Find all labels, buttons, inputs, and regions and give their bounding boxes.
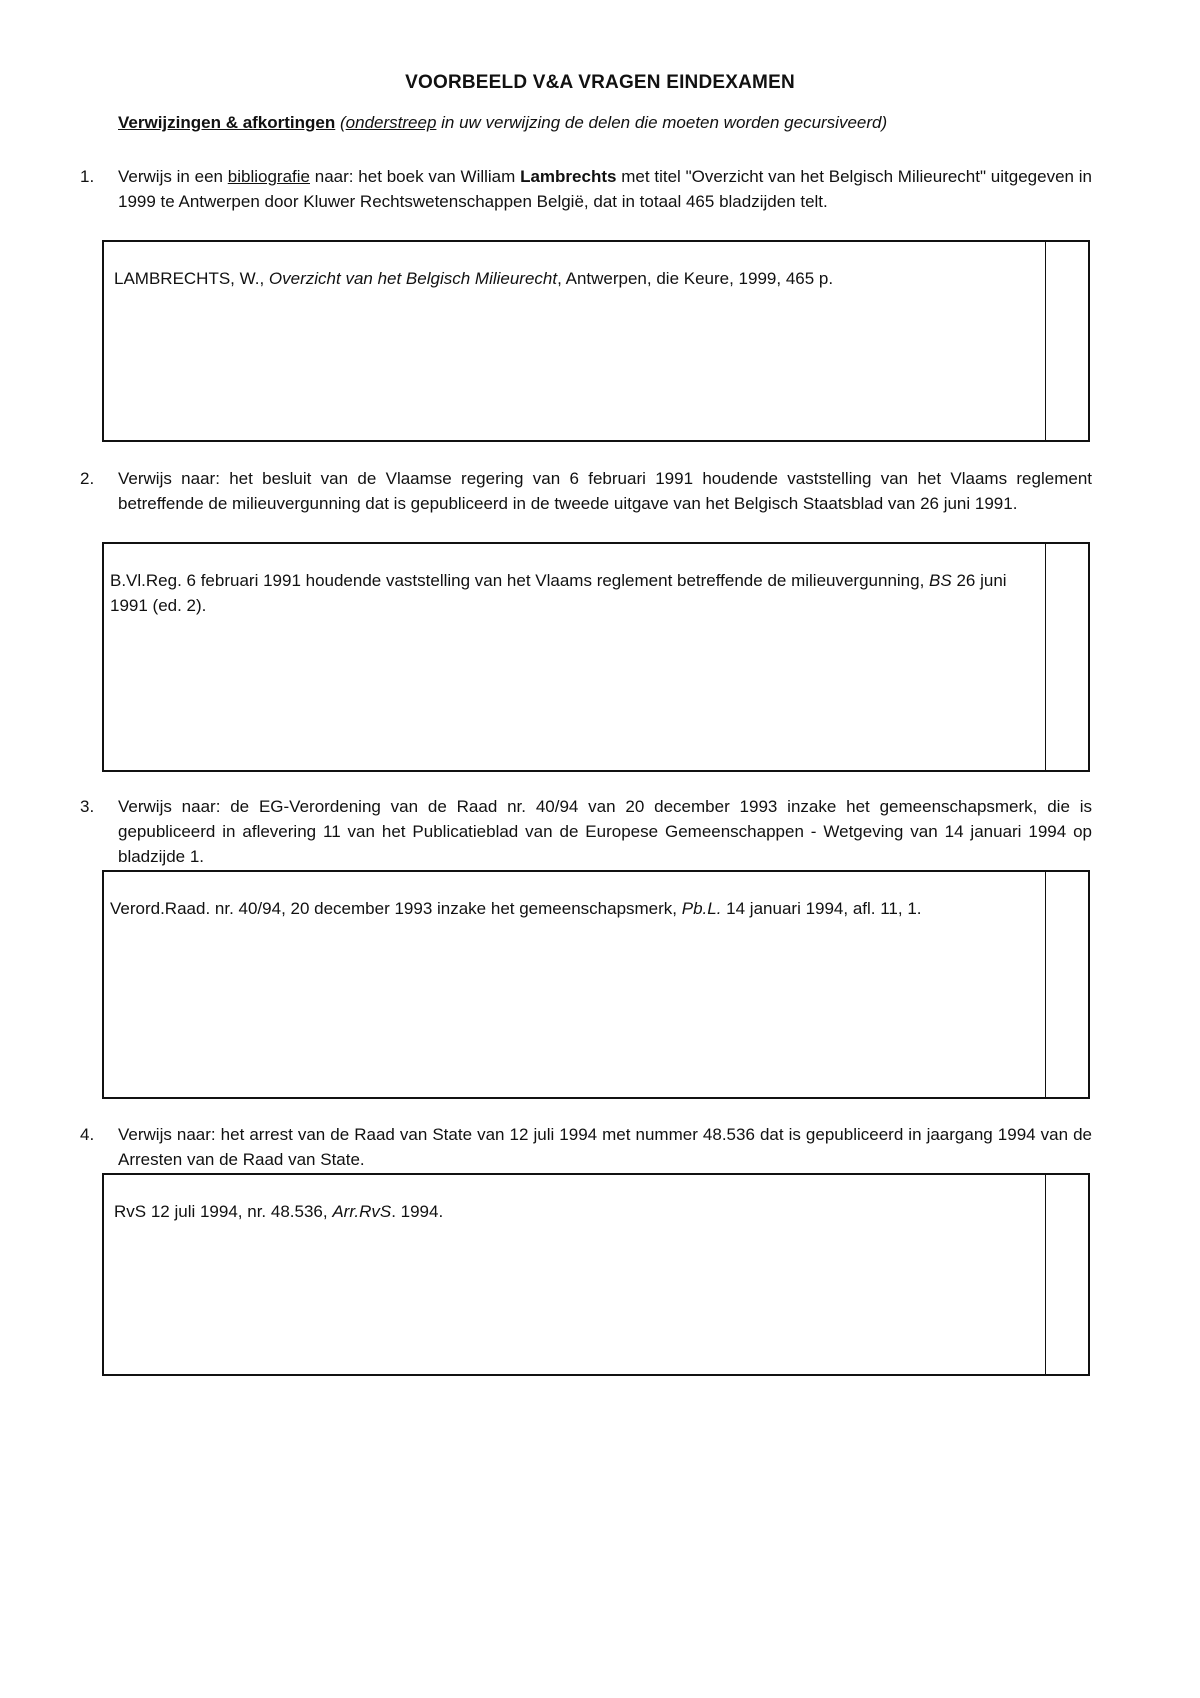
question-text: Verwijs naar: het arrest van de Raad van State van 12 juli 1994 met nummer 48.536 dat is gepubliceerd in jaargang 1994 van de Arresten van de Raad van State. [118,1125,1092,1169]
question-1 [80,164,1092,214]
section-title: Verwijzingen & afkortingen [118,113,336,132]
score-cell[interactable] [1046,872,1088,1097]
question-text: Verwijs naar: de EG-Verordening van de Raad nr. 40/94 van 20 december 1993 inzake het gemeenschapsmerk, die is gepubliceerd in aflevering 11 van het Publicatieblad van de Europese Gemeenschappen - Wetgeving van 14 januari 1994 op bladzijde 1. [118,797,1092,866]
page-title: VOORBEELD V&A VRAGEN EINDEXAMEN [405,72,795,93]
question-number: 3. [80,797,95,816]
answer-box-4[interactable] [102,1173,1090,1376]
answer-text: RvS 12 juli 1994, nr. 48.536, Arr.RvS. 1994. [104,1175,1046,1374]
answer-text: Verord.Raad. nr. 40/94, 20 december 1993 inzake het gemeenschapsmerk, Pb.L. 14 januari 1994, afl. 11, 1. [104,872,1046,1097]
question-4 [80,1122,1092,1172]
score-cell[interactable] [1046,242,1088,440]
question-number: 4. [80,1125,95,1144]
question-number: 1. [80,167,95,186]
question-number: 2. [80,469,95,488]
section-note: (onderstreep in uw verwijzing de delen die moeten worden gecursiveerd) [340,113,888,132]
score-cell[interactable] [1046,1175,1088,1374]
answer-text: B.Vl.Reg. 6 februari 1991 houdende vaststelling van het Vlaams reglement betreffende de milieuvergunning, BS 26 juni 1991 (ed. 2). [104,544,1046,770]
answer-box-2[interactable] [102,542,1090,772]
section-heading [118,113,1118,133]
question-3 [80,794,1092,869]
question-text: Verwijs naar: het besluit van de Vlaamse regering van 6 februari 1991 houdende vaststelling van het Vlaams reglement betreffende de milieuvergunning dat is gepubliceerd in de tweede uitgave van het Belgisch Staatsblad van 26 juni 1991. [118,469,1092,513]
answer-box-1[interactable] [102,240,1090,442]
answer-text: LAMBRECHTS, W., Overzicht van het Belgisch Milieurecht, Antwerpen, die Keure, 1999, 465 p. [104,242,1046,440]
question-text: Verwijs in een bibliografie naar: het boek van William Lambrechts met titel "Overzicht van het Belgisch Milieurecht" uitgegeven in 1999 te Antwerpen door Kluwer Rechtswetenschappen België, dat in totaal 465 bladzijden telt. [118,167,1092,211]
question-2 [80,466,1092,516]
score-cell[interactable] [1046,544,1088,770]
answer-box-3[interactable] [102,870,1090,1099]
